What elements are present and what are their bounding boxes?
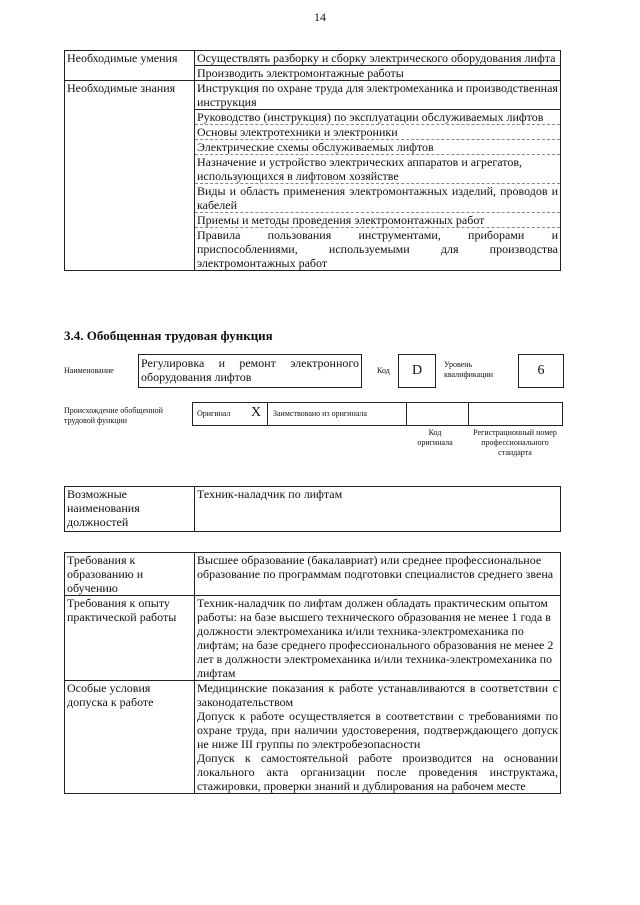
name-label: Наименование	[64, 366, 114, 375]
knowledge-item: Руководство (инструкция) по эксплуатации обслуживаемых лифтов	[195, 110, 561, 125]
borrowed-label: Заимствовано из оригинала	[273, 409, 367, 418]
requirement-value: Высшее образование (бакалавриат) или среднее профессиональное образование по программам подготовки специалистов среднего звена	[195, 553, 561, 596]
level-label: Уровень квалификации	[444, 360, 494, 379]
skills-label: Необходимые умения	[65, 51, 195, 81]
knowledge-item: Приемы и методы проведения электромонтажных работ	[195, 213, 561, 228]
level-value: 6	[518, 354, 564, 388]
requirement-paragraph: Медицинские показания к работе устанавливаются в соответствии с законодательством	[197, 681, 558, 709]
reg-caption: Регистрационный номер профессионального стандарта	[473, 428, 557, 457]
origin-label: Происхождение обобщенной трудовой функции	[64, 406, 163, 425]
requirement-label: Требования к образованию и обучению	[65, 553, 195, 596]
divider	[468, 403, 469, 425]
skill-item: Производить электромонтажные работы	[195, 66, 561, 81]
knowledge-item: Основы электротехники и электроники	[195, 125, 561, 140]
name-value: Регулировка и ремонт электронного оборудования лифтов	[138, 354, 362, 388]
knowledge-item: Электрические схемы обслуживаемых лифтов	[195, 140, 561, 155]
requirement-paragraph: Допуск к работе осуществляется в соответствии с требованиями по охране труда, при наличии удостоверения, подтверждающего допуск не ниже III группы по электробезопасности	[197, 709, 558, 751]
page-number: 14	[314, 10, 326, 24]
original-mark: X	[251, 405, 262, 420]
origin-box	[192, 402, 563, 426]
requirement-value: Техник-наладчик по лифтам должен обладать практическим опытом работы: на базе высшего технического образования не менее 1 года в должности электромеханика и/или техника-электромеханика по лифтам; на базе среднего профессионального образования не менее 2 лет в должности электромеханика и/или техника-электромеханика по лифтам	[195, 596, 561, 681]
knowledge-label: Необходимые знания	[65, 81, 195, 271]
section-title: 3.4. Обобщенная трудовая функция	[64, 328, 273, 343]
requirement-value	[195, 681, 561, 794]
code-value: D	[398, 354, 436, 388]
requirement-paragraph: Допуск к самостоятельной работе производится на основании локального акта организации после проведения инструктажа, стажировки, проверки знаний и дублирования на рабочем месте	[197, 751, 558, 793]
requirements-table	[64, 552, 561, 794]
code-caption: Код оригинала	[417, 428, 453, 447]
requirement-label: Особые условия допуска к работе	[65, 681, 195, 794]
original-label: Оригинал	[197, 409, 231, 418]
knowledge-item: Назначение и устройство электрических аппаратов и агрегатов, использующихся в лифтовом хозяйстве	[195, 155, 561, 184]
requirement-label: Требования к опыту практической работы	[65, 596, 195, 681]
positions-label: Возможные наименования должностей	[65, 487, 195, 532]
positions-value: Техник-наладчик по лифтам	[195, 487, 561, 532]
divider	[267, 403, 268, 425]
knowledge-item: Правила пользования инструментами, приборами и приспособлениями, используемыми для производства электромонтажных работ	[195, 228, 561, 271]
knowledge-item: Виды и область применения электромонтажных изделий, проводов и кабелей	[195, 184, 561, 213]
skill-item: Осуществлять разборку и сборку электрического оборудования лифта	[195, 51, 561, 66]
skills-knowledge-table	[64, 50, 561, 271]
divider	[406, 403, 407, 425]
code-label: Код	[377, 366, 390, 375]
knowledge-item: Инструкция по охране труда для электромеханика и производственная инструкция	[195, 81, 561, 110]
positions-table	[64, 486, 561, 532]
